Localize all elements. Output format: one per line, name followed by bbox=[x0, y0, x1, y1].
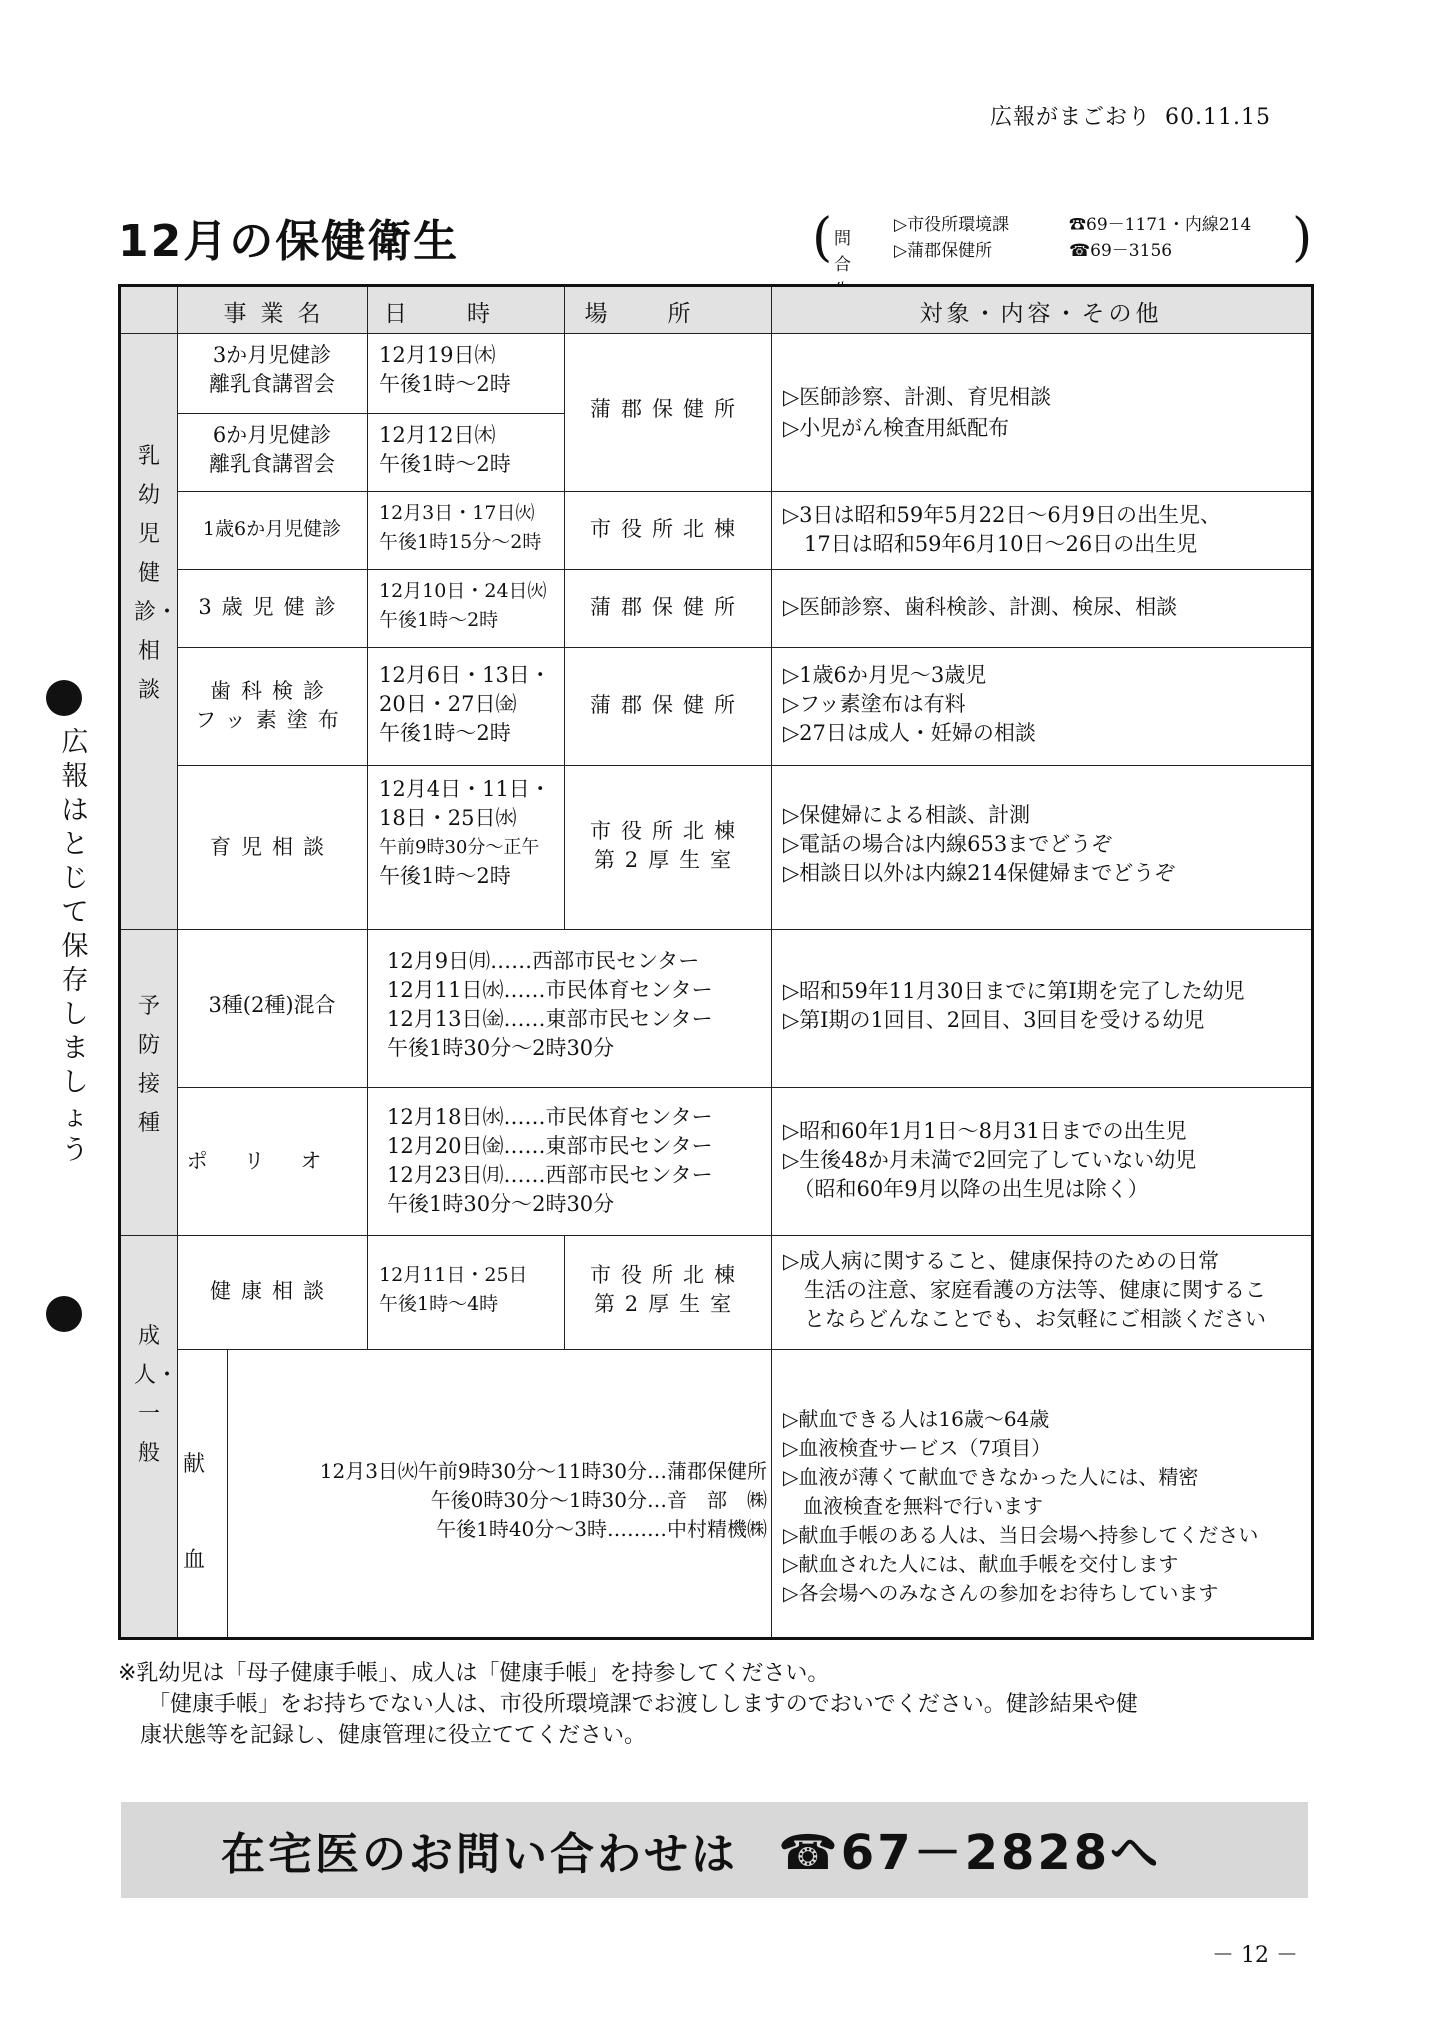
event-time: 12月3日・17日㈫ 午後1時15分～2時 bbox=[379, 502, 542, 553]
event-detail: ▷献血できる人は16歳～64歳 ▷血液検査サービス（7項目） ▷血液が薄くて献血できなかった人には、精密 血液検査を無料で行います ▷献血手帳のある人は、当日会場へ持参してください ▷献血された人には、献血手帳を交付します ▷各会場へのみなさんの参加をお待ちしています bbox=[783, 1407, 1259, 1605]
close-paren-icon: ) bbox=[1292, 208, 1313, 268]
event-time: 12月12日㈭ 午後1時～2時 bbox=[379, 423, 511, 476]
category-vaccine: 予防接種 bbox=[137, 994, 160, 1136]
event-detail: ▷成人病に関すること、健康保持のための日常 生活の注意、家庭看護の方法等、健康に関するこ とならどんなことでも、お気軽にご相談ください bbox=[783, 1249, 1266, 1331]
event-time: 12月19日㈭ 午後1時～2時 bbox=[379, 343, 511, 396]
event-name: 歯科検診 フッ素塗布 bbox=[195, 679, 349, 732]
event-time: 12月10日・24日㈫ 午後1時～2時 bbox=[379, 580, 547, 631]
event-place: 市役所北棟 bbox=[590, 517, 745, 541]
event-detail: ▷保健婦による相談、計測 ▷電話の場合は内線653までどうぞ ▷相談日以外は内線214保健婦までどうぞ bbox=[783, 803, 1176, 885]
event-detail: ▷医師診察、計測、育児相談 ▷小児がん検査用紙配布 bbox=[783, 385, 1052, 440]
event-time: 12月18日㈬……市民体育センター 12月20日㈮……東部市民センター 12月23日㈪……西部市民センター 午後1時30分～2時30分 bbox=[387, 1105, 713, 1216]
table-row bbox=[177, 341, 367, 399]
grid-line bbox=[121, 1235, 1311, 1236]
footnote bbox=[118, 1658, 1328, 1751]
contact-row bbox=[894, 238, 1334, 264]
event-name: 1歳6か月児健診 bbox=[202, 518, 342, 540]
event-time: 12月11日・25日 午後1時～4時 bbox=[379, 1264, 528, 1315]
side-note: 広報はとじて保存しましょう bbox=[61, 727, 89, 1166]
grid-line bbox=[177, 1087, 1311, 1088]
grid-line bbox=[121, 929, 1311, 930]
contact-tel: ☎69－3156 bbox=[1069, 241, 1173, 261]
event-detail: ▷医師診察、歯科検診、計測、検尿、相談 bbox=[783, 595, 1178, 619]
contact-tel: ☎69－1171・内線214 bbox=[1069, 215, 1252, 235]
event-name: 健康相談 bbox=[210, 1279, 334, 1303]
event-name: 3種(2種)混合 bbox=[208, 993, 336, 1017]
contact-row bbox=[894, 212, 1334, 238]
grid-line bbox=[121, 333, 1311, 334]
grid-line bbox=[177, 765, 1311, 766]
event-place: 蒲郡保健所 bbox=[590, 397, 745, 421]
event-name: 3歳児健診 bbox=[198, 595, 346, 619]
binding-hole-icon bbox=[46, 1296, 82, 1332]
event-time: 12月9日㈪……西部市民センター 12月11日㈬……市民体育センター 12月13日㈮……東部市民センター 午後1時30分～2時30分 bbox=[387, 949, 713, 1060]
event-name: ポリオ bbox=[186, 1149, 358, 1173]
event-detail: ▷1歳6か月児～3歳児 ▷フッ素塗布は有料 ▷27日は成人・妊婦の相談 bbox=[783, 663, 1036, 745]
doctor-banner bbox=[121, 1802, 1308, 1898]
category-adult: 成人・一般 bbox=[134, 1324, 179, 1466]
table-row bbox=[177, 421, 367, 479]
grid-line bbox=[771, 287, 772, 1637]
event-detail: ▷昭和60年1月1日～8月31日までの出生児 ▷生後48か月未満で2回完了していない幼児 （昭和60年9月以降の出生児は除く） bbox=[783, 1119, 1197, 1201]
grid-line bbox=[177, 491, 1311, 492]
event-place: 市役所北棟 第2厚生室 bbox=[590, 1263, 745, 1316]
header-detail: 対象・内容・その他 bbox=[919, 301, 1163, 327]
banner-phone: ☎67－2828へ bbox=[778, 1825, 1162, 1881]
header-time: 日時 bbox=[384, 301, 550, 327]
event-name: 離乳食講習会 bbox=[209, 452, 335, 476]
event-place: 蒲郡保健所 bbox=[590, 595, 745, 619]
grid-line bbox=[177, 647, 1311, 648]
footnote-line: 康状態等を記録し、健康管理に役立ててください。 bbox=[140, 1723, 647, 1748]
event-detail: ▷昭和59年11月30日までに第Ⅰ期を完了した幼児 ▷第Ⅰ期の1回目、2回目、3回目を受ける幼児 bbox=[783, 979, 1245, 1032]
event-time: 12月4日・11日・ 18日・25日㈬ 午前9時30分～正午 午後1時～2時 bbox=[379, 777, 551, 888]
event-name: 3か月児健診 bbox=[212, 343, 332, 367]
page-title: 12月の保健衛生 bbox=[118, 216, 460, 267]
grid-line bbox=[177, 569, 1311, 570]
event-place: 市役所北棟 第2厚生室 bbox=[590, 819, 745, 872]
grid-line bbox=[367, 287, 368, 1349]
category-blood: 献血 bbox=[182, 1452, 205, 1573]
page-number: － 12 － bbox=[1212, 1943, 1298, 1968]
grid-line bbox=[177, 413, 564, 414]
contact-name: ▷蒲郡保健所 bbox=[894, 241, 993, 261]
publication-date: 60.11.15 bbox=[1165, 105, 1271, 130]
event-name: 6か月児健診 bbox=[212, 423, 332, 447]
contact-label: 問合 bbox=[834, 229, 851, 275]
event-detail: ▷3日は昭和59年5月22日～6月9日の出生児、 17日は昭和59年6月10日～26日の出生児 bbox=[783, 503, 1222, 556]
contact-name: ▷市役所環境課 bbox=[894, 215, 1010, 235]
category-infant: 乳幼児健診・相談 bbox=[134, 444, 179, 703]
footnote-line: 「健康手帳」をお持ちでない人は、市役所環境課でお渡ししますのでおいでください。健診結果や健 bbox=[148, 1692, 1138, 1717]
grid-line bbox=[227, 1349, 228, 1637]
publication-header bbox=[990, 100, 1271, 131]
event-place: 蒲郡保健所 bbox=[590, 693, 745, 717]
schedule-table bbox=[118, 284, 1314, 1640]
event-name: 育児相談 bbox=[210, 835, 334, 859]
footnote-line: ※乳幼児は「母子健康手帳」、成人は「健康手帳」を持参してください。 bbox=[118, 1661, 830, 1686]
header-name: 事業名 bbox=[223, 301, 335, 327]
event-name: 離乳食講習会 bbox=[209, 372, 335, 396]
header-place: 場所 bbox=[584, 301, 751, 327]
event-time: 12月3日㈫午前9時30分～11時30分…蒲郡保健所 午後0時30分～1時30分…音 部 ㈱ 午後1時40分～3時………中村精機㈱ bbox=[319, 1459, 767, 1541]
grid-line bbox=[177, 287, 178, 1637]
binding-hole-icon bbox=[46, 680, 82, 716]
grid-line bbox=[177, 1349, 1311, 1350]
open-paren-icon: ( bbox=[812, 208, 833, 268]
publication-name: 広報がまごおり bbox=[990, 105, 1152, 130]
event-time: 12月6日・13日・ 20日・27日㈮ 午後1時～2時 bbox=[379, 663, 551, 745]
banner-text: 在宅医のお問い合わせは bbox=[221, 1829, 738, 1880]
